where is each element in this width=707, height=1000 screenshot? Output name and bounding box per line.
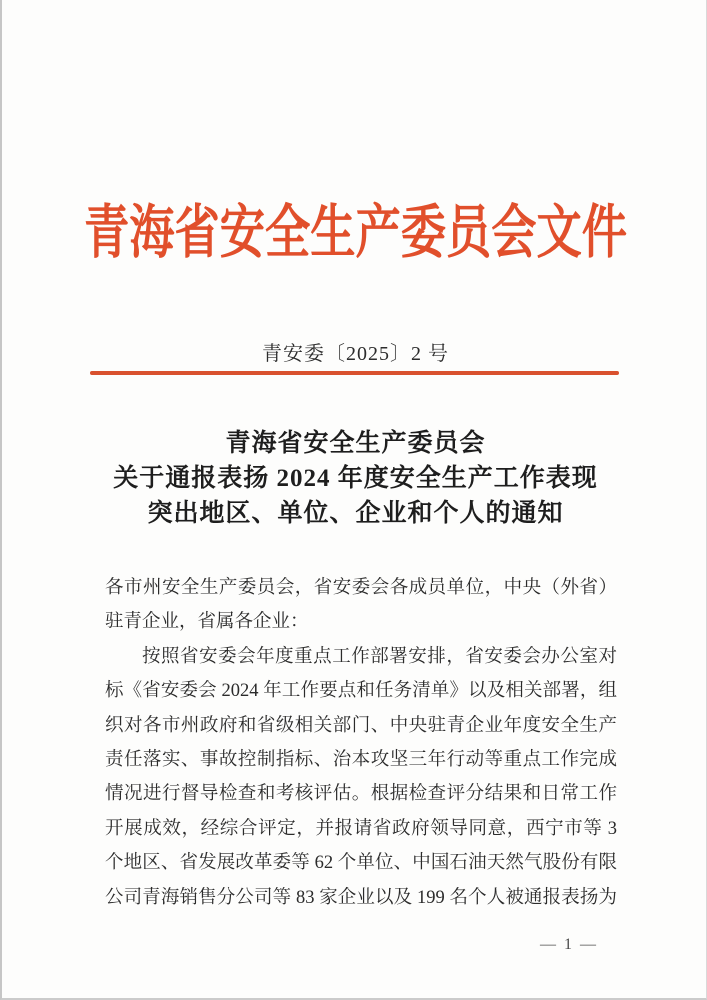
body-line-salutation-2: 驻青企业，省属各企业： [105,612,309,633]
body-line-salutation-1: 各市州安全生产委员会，省安委会各成员单位，中央（外省） [105,578,617,598]
body-line-paragraph: 开展成效，经综合评定，并报请省政府领导同意，西宁市等 3 [105,818,617,839]
body-line-paragraph: 个地区、省发展改革委等 62 个单位、中国石油天然气股份有限 [105,853,617,874]
body-line-paragraph: 责任落实、事故控制指标、治本攻坚三年行动等重点工作完成 [105,749,617,770]
document-title [2,426,707,531]
body-line-paragraph: 公司青海销售分公司等 83 家企业以及 199 名个人被通报表扬为 [105,887,617,908]
document-title-line-3: 突出地区、单位、企业和个人的通知 [147,500,564,527]
document-title-line-2: 关于通报表扬 2024 年度安全生产工作表现 [113,465,598,492]
body-line-paragraph: 情况进行督导检查和考核评估。根据检查评分结果和日常工作 [105,784,617,805]
body-line-paragraph: 织对各市州政府和省级相关部门、中央驻青企业年度安全生产 [105,715,617,736]
body-line-paragraph: 标《省安委会 2024 年工作要点和任务清单》以及相关部署，组 [105,681,617,702]
page-number: — 1 — [540,936,598,953]
document-title-line-1: 青海省安全生产委员会 [225,430,486,457]
body-line-paragraph: 按照省安委会年度重点工作部署安排，省安委会办公室对 [142,646,617,667]
red-divider-rule [90,371,619,375]
letterhead-title: 青海省安全生产委员会文件 [84,200,627,265]
document-body [105,571,617,915]
document-number: 青安委〔2025〕2 号 [262,343,449,365]
